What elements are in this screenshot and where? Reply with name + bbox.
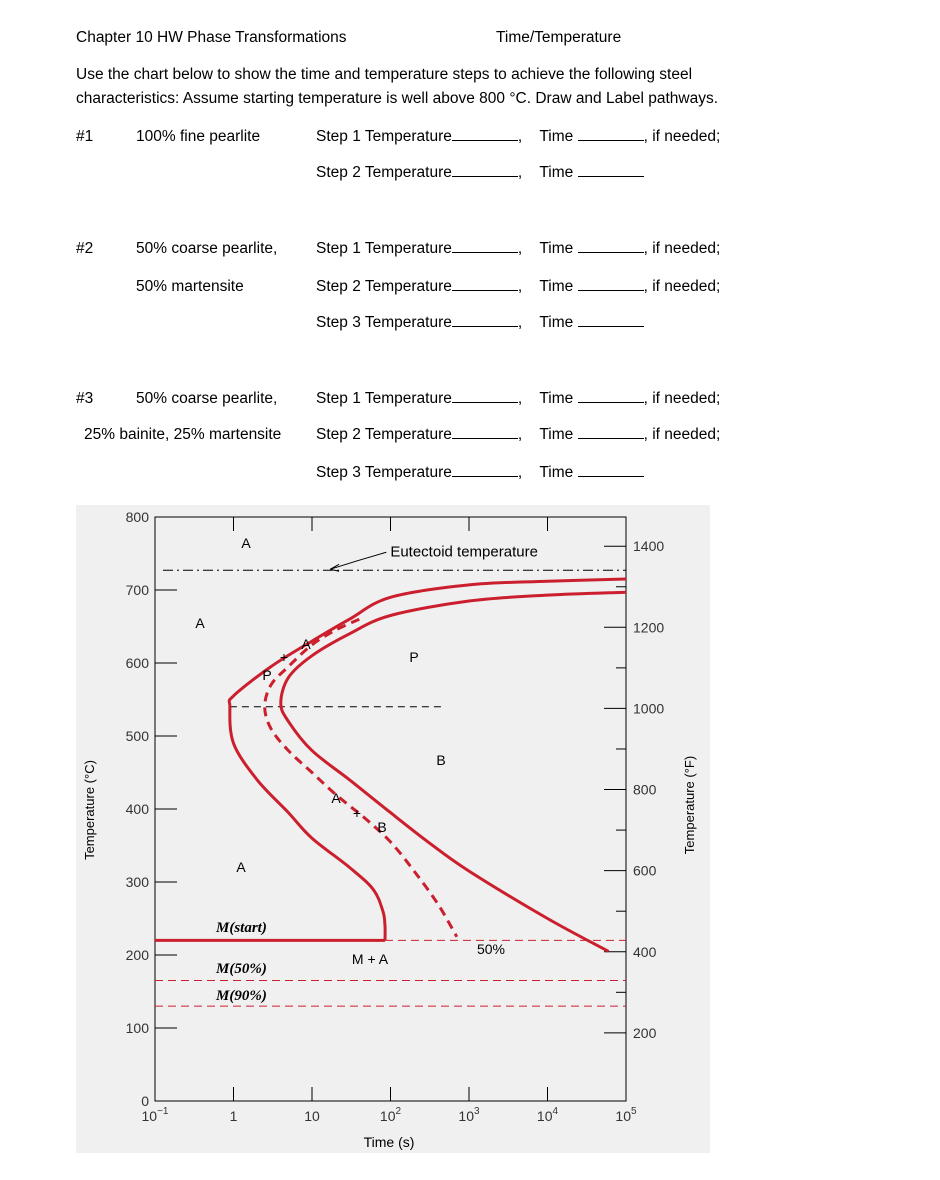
if-needed-label: , if needed; — [643, 240, 721, 257]
y-tick-label-right: 400 — [633, 943, 657, 960]
step-label: Step 2 Temperature — [316, 164, 452, 181]
transformation-completion-curve — [281, 592, 626, 951]
y-tick-label-right: 200 — [633, 1024, 657, 1041]
time-label: Time — [539, 390, 574, 407]
y-tick-label-left: 400 — [125, 801, 149, 817]
time-label: Time — [539, 278, 574, 295]
if-needed-label: , if needed; — [643, 278, 721, 295]
ttt-chart — [76, 505, 710, 1153]
problem-3-description-line-1: 50% coarse pearlite, — [136, 390, 278, 407]
step-label: Step 1 Temperature — [316, 390, 452, 407]
label-m-plus-a: M + A — [351, 951, 389, 967]
problem-2-step-1-time-blank[interactable] — [578, 251, 644, 253]
label-austenite-mid-upper: A — [301, 636, 311, 652]
plus-upper: + — [279, 649, 289, 665]
label-m-90-text: M(90%) — [216, 988, 267, 1004]
x-tick-label: $10^{-1}$ — [141, 1106, 169, 1124]
problem-2-step-3-temperature-blank[interactable] — [452, 325, 518, 327]
problem-2-step-1 — [316, 240, 720, 258]
label-austenite-lower: A — [236, 859, 246, 875]
problem-3-step-3-temperature-blank[interactable] — [452, 475, 518, 477]
y-tick-label-right: 1400 — [633, 538, 665, 555]
y-tick-label-left: 800 — [125, 509, 149, 525]
time-label: Time — [539, 164, 574, 181]
document-title: Chapter 10 HW Phase Transformations — [76, 29, 347, 46]
x-tick-exponent: −1 — [157, 1106, 169, 1117]
problem-3-step-2-time-blank[interactable] — [578, 437, 644, 439]
label-bainite-region: B — [436, 752, 446, 768]
y-tick-label-left: 700 — [125, 582, 149, 598]
plot-frame — [155, 517, 626, 1101]
problem-3-step-3 — [316, 464, 644, 482]
x-tick-label: 10 — [304, 1108, 320, 1124]
problem-2-number: #2 — [76, 240, 94, 257]
comma: , — [517, 164, 523, 181]
y-tick-label-right: 800 — [633, 781, 657, 798]
problem-2-step-3 — [316, 314, 644, 332]
x-axis-ticks — [142, 517, 638, 1124]
problem-3-step-2 — [316, 426, 720, 444]
label-bainite-small: B — [377, 819, 387, 835]
y-tick-label-left: 600 — [125, 655, 149, 671]
if-needed-label: , if needed; — [643, 426, 721, 443]
document-subtitle: Time/Temperature — [496, 29, 622, 46]
y-axis-right-ticks — [604, 538, 664, 1041]
x-tick-label: $10^5$ — [615, 1106, 637, 1124]
step-label: Step 2 Temperature — [316, 278, 452, 295]
comma: , — [517, 128, 523, 145]
if-needed-label: , if needed; — [643, 390, 721, 407]
y-tick-label-left: 300 — [125, 874, 149, 890]
problem-1-step-2-temperature-blank[interactable] — [452, 175, 518, 177]
comma: , — [517, 390, 523, 407]
if-needed-label: , if needed; — [643, 128, 721, 145]
problem-1-step-2 — [316, 164, 644, 182]
step-label: Step 3 Temperature — [316, 464, 452, 481]
y-tick-label-right: 1200 — [633, 619, 665, 636]
comma: , — [517, 426, 523, 443]
problem-2-step-2-time-blank[interactable] — [578, 289, 644, 291]
time-label: Time — [539, 314, 574, 331]
step-label: Step 2 Temperature — [316, 426, 452, 443]
label-m-90 — [215, 988, 267, 1004]
problem-2-step-2-temperature-blank[interactable] — [452, 289, 518, 291]
plus-lower: + — [352, 805, 362, 821]
time-label: Time — [539, 240, 574, 257]
problem-1-step-1-temperature-blank[interactable] — [452, 139, 518, 141]
comma: , — [517, 278, 523, 295]
comma: , — [517, 464, 523, 481]
y-tick-label-left: 100 — [125, 1020, 149, 1036]
label-austenite-top: A — [241, 535, 251, 551]
time-label: Time — [539, 464, 574, 481]
label-m-50-text: M(50%) — [216, 961, 267, 977]
step-label: Step 1 Temperature — [316, 240, 452, 257]
y-axis-left-ticks — [126, 509, 177, 1109]
x-axis-title: Time (s) — [363, 1134, 415, 1150]
problem-2-step-1-temperature-blank[interactable] — [452, 251, 518, 253]
problem-3-description-line-2: 25% bainite, 25% martensite — [84, 426, 282, 443]
x-tick-label: 1 — [229, 1108, 238, 1124]
y-tick-label-left: 500 — [125, 728, 149, 744]
y-tick-label-right: 600 — [633, 862, 657, 879]
x-tick-exponent: 5 — [631, 1106, 637, 1117]
problem-2-step-3-time-blank[interactable] — [578, 325, 644, 327]
y-axis-title-right: Temperature (°F) — [682, 755, 697, 855]
problem-3-step-1-time-blank[interactable] — [578, 401, 644, 403]
y-tick-label-right: 1000 — [633, 700, 665, 717]
problem-1-step-2-time-blank[interactable] — [578, 175, 644, 177]
step-label: Step 1 Temperature — [316, 128, 452, 145]
problem-2-description-line-2: 50% martensite — [136, 278, 244, 295]
label-pearlite-small: P — [262, 667, 272, 683]
fifty-percent-curve — [265, 619, 457, 937]
problem-2-description-line-1: 50% coarse pearlite, — [136, 240, 278, 257]
problem-1-number: #1 — [76, 128, 94, 145]
problem-1-step-1-time-blank[interactable] — [578, 139, 644, 141]
instructions-line-1: Use the chart below to show the time and temperature steps to achieve the following steel — [76, 66, 693, 83]
time-label: Time — [539, 426, 574, 443]
eutectoid-label: Eutectoid temperature — [390, 543, 538, 561]
problem-3-step-1-temperature-blank[interactable] — [452, 401, 518, 403]
x-tick-label: $10^4$ — [536, 1106, 559, 1124]
problem-1-description: 100% fine pearlite — [136, 128, 261, 145]
y-tick-label-left: 200 — [125, 947, 149, 963]
y-tick-label-left: 0 — [141, 1093, 149, 1109]
x-tick-exponent: 2 — [395, 1106, 402, 1117]
label-m-50 — [215, 961, 267, 977]
x-tick-label: $10^3$ — [458, 1106, 480, 1124]
instructions-line-2: characteristics: Assume starting temperature is well above 800 °C. Draw and Label pathways. — [76, 90, 719, 107]
label-m-start-text: M(start) — [216, 920, 267, 936]
x-tick-label: $10^2$ — [379, 1106, 402, 1124]
label-m-start — [215, 920, 267, 936]
problem-2-step-2 — [316, 278, 720, 296]
time-label: Time — [539, 128, 574, 145]
label-austenite-left: A — [195, 615, 205, 631]
eutectoid-arrow — [330, 552, 386, 571]
x-tick-exponent: 4 — [552, 1106, 559, 1117]
comma: , — [517, 314, 523, 331]
comma: , — [517, 240, 523, 257]
step-label: Step 3 Temperature — [316, 314, 452, 331]
problem-3-number: #3 — [76, 390, 94, 407]
problem-3-step-3-time-blank[interactable] — [578, 475, 644, 477]
y-axis-title-left: Temperature (°C) — [82, 760, 97, 860]
transformation-start-curve — [229, 579, 626, 940]
x-tick-exponent: 3 — [474, 1106, 480, 1117]
problem-3-step-1 — [316, 390, 720, 408]
label-fifty-percent: 50% — [476, 941, 506, 957]
ttt-chart-panel — [76, 505, 710, 1153]
label-austenite-mid-lower: A — [331, 790, 341, 806]
label-pearlite-region: P — [409, 649, 419, 665]
problem-3-step-2-temperature-blank[interactable] — [452, 437, 518, 439]
problem-1-step-1 — [316, 128, 720, 146]
